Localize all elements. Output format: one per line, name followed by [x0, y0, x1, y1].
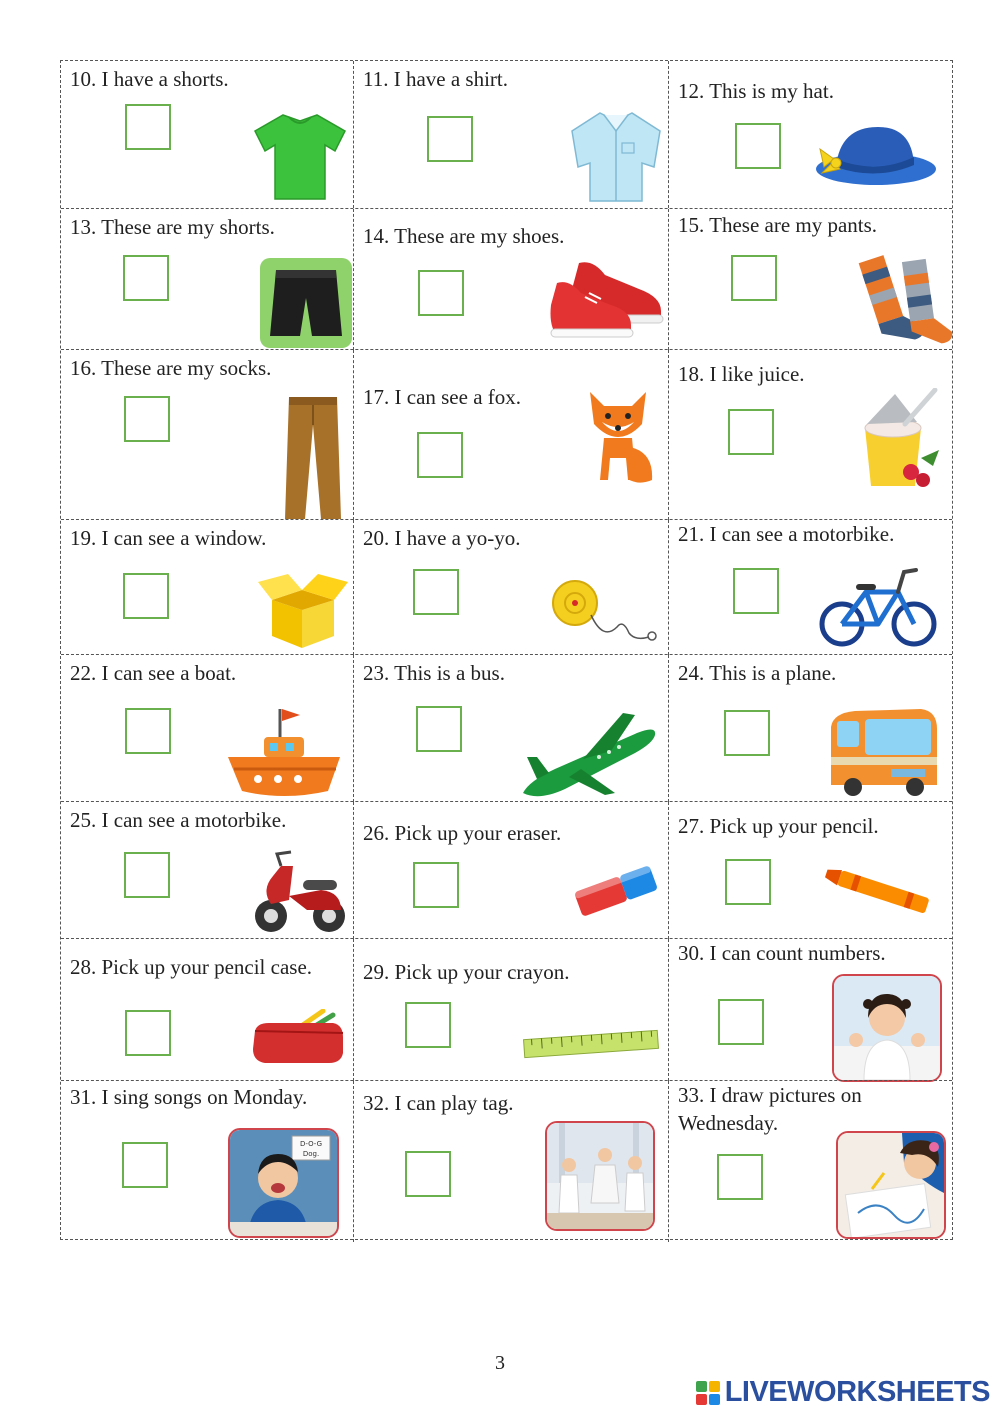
question-text: 21. I can see a motorbike.	[678, 522, 895, 546]
answer-checkbox-32[interactable]	[405, 1151, 451, 1197]
svg-text:D-O-G: D-O-G	[299, 1140, 323, 1148]
ruler-icon	[522, 1027, 660, 1061]
question-cell-25	[61, 802, 353, 939]
page-number: 3	[495, 1352, 505, 1374]
question-text: 33. I draw pictures on Wednesday.	[678, 1083, 862, 1135]
question-cell-16	[61, 350, 353, 520]
question-cell-18	[668, 350, 954, 520]
question-text: 12. This is my hat.	[678, 79, 834, 103]
red-scooter-icon	[251, 846, 347, 938]
question-cell-24	[668, 655, 954, 802]
answer-checkbox-11[interactable]	[427, 116, 473, 162]
question-text: 18. I like juice.	[678, 362, 805, 386]
answer-checkbox-22[interactable]	[125, 708, 171, 754]
answer-checkbox-18[interactable]	[728, 409, 774, 455]
question-text: 19. I can see a window.	[70, 526, 267, 550]
question-cell-22	[61, 655, 353, 802]
question-text: 26. Pick up your eraser.	[363, 821, 562, 845]
question-cell-20	[353, 520, 668, 655]
eraser-icon	[572, 862, 660, 920]
answer-checkbox-30[interactable]	[718, 999, 764, 1045]
answer-checkbox-26[interactable]	[413, 862, 459, 908]
svg-text:Dog.: Dog.	[302, 1150, 320, 1158]
school-bus-icon	[825, 707, 941, 799]
kids-playing-illustration	[547, 1123, 653, 1229]
worksheet-grid	[60, 60, 953, 1240]
question-text: 11. I have a shirt.	[363, 67, 509, 91]
question-text: 15. These are my pants.	[678, 213, 878, 237]
orange-boat-icon	[224, 705, 344, 799]
answer-checkbox-28[interactable]	[125, 1010, 171, 1056]
question-text: 25. I can see a motorbike.	[70, 808, 287, 832]
answer-checkbox-25[interactable]	[124, 852, 170, 898]
answer-checkbox-14[interactable]	[418, 270, 464, 316]
question-cell-23	[353, 655, 668, 802]
question-cell-30	[668, 939, 954, 1081]
girl-drawing-illustration	[838, 1133, 944, 1237]
yellow-box-icon	[256, 570, 348, 650]
green-plane-icon	[519, 711, 661, 801]
question-cell-28	[61, 939, 353, 1081]
question-cell-32	[353, 1081, 668, 1242]
worksheet-row	[61, 1080, 952, 1242]
question-text: 27. Pick up your pencil.	[678, 814, 879, 838]
brown-pants-icon	[283, 395, 343, 520]
question-cell-27	[668, 802, 954, 939]
question-cell-14	[353, 209, 668, 350]
question-cell-33	[668, 1081, 954, 1242]
question-cell-19	[61, 520, 353, 655]
question-cell-31	[61, 1081, 353, 1242]
question-cell-26	[353, 802, 668, 939]
question-text: 32. I can play tag.	[363, 1091, 514, 1115]
worksheet-row	[61, 349, 952, 520]
question-cell-29	[353, 939, 668, 1081]
answer-checkbox-27[interactable]	[725, 859, 771, 905]
worksheet-row	[61, 519, 952, 655]
question-text: 17. I can see a fox.	[363, 385, 522, 409]
answer-checkbox-13[interactable]	[123, 255, 169, 301]
question-text: 16. These are my socks.	[70, 356, 272, 380]
blue-shirt-icon	[568, 109, 664, 203]
brand-name: LIVEWORKSHEETS	[724, 1376, 990, 1408]
answer-checkbox-23[interactable]	[416, 706, 462, 752]
question-text: 24. This is a plane.	[678, 661, 837, 685]
bicycle-icon	[818, 562, 938, 652]
answer-checkbox-15[interactable]	[731, 255, 777, 301]
question-text: 13. These are my shorts.	[70, 215, 275, 239]
answer-checkbox-24[interactable]	[724, 710, 770, 756]
boy-singing-photo	[228, 1128, 339, 1238]
question-text: 20. I have a yo-yo.	[363, 526, 521, 550]
question-cell-13	[61, 209, 353, 350]
green-tshirt-icon	[253, 111, 347, 201]
girl-drawing-photo	[836, 1131, 946, 1239]
question-text: 14. These are my shoes.	[363, 224, 565, 248]
yogurt-cup-icon	[855, 388, 945, 494]
answer-checkbox-16[interactable]	[124, 396, 170, 442]
worksheet-row	[61, 654, 952, 802]
striped-socks-icon	[857, 247, 953, 349]
question-cell-21	[668, 520, 954, 655]
question-text: 28. Pick up your pencil case.	[70, 955, 313, 979]
question-text: 30. I can count numbers.	[678, 941, 886, 965]
answer-checkbox-12[interactable]	[735, 123, 781, 169]
worksheet-row	[61, 938, 952, 1081]
worksheet-row	[61, 801, 952, 939]
answer-checkbox-31[interactable]	[122, 1142, 168, 1188]
answer-checkbox-21[interactable]	[733, 568, 779, 614]
fox-icon	[582, 388, 656, 486]
question-text: 10. I have a shorts.	[70, 67, 229, 91]
question-cell-15	[668, 209, 954, 350]
girl-counting-photo	[832, 974, 942, 1082]
question-cell-11	[353, 61, 668, 208]
liveworksheets-logo[interactable]	[696, 1376, 990, 1409]
question-text: 22. I can see a boat.	[70, 661, 237, 685]
black-shorts-icon	[260, 258, 352, 348]
question-text: 23. This is a bus.	[363, 661, 505, 685]
yo-yo-icon	[551, 575, 661, 645]
answer-checkbox-29[interactable]	[405, 1002, 451, 1048]
question-cell-17	[353, 350, 668, 520]
kids-playing-photo	[545, 1121, 655, 1231]
worksheet-row	[61, 208, 952, 350]
answer-checkbox-17[interactable]	[417, 432, 463, 478]
answer-checkbox-33[interactable]	[717, 1154, 763, 1200]
red-pencil-case-icon	[247, 1009, 345, 1067]
question-text: 31. I sing songs on Monday.	[70, 1085, 308, 1109]
question-text: 29. Pick up your crayon.	[363, 960, 570, 984]
worksheet-row	[61, 61, 952, 208]
blue-hat-icon	[814, 119, 940, 189]
answer-checkbox-20[interactable]	[413, 569, 459, 615]
boy-singing-illustration	[230, 1130, 337, 1236]
answer-checkbox-19[interactable]	[123, 573, 169, 619]
orange-crayon-icon	[817, 862, 937, 922]
question-cell-10	[61, 61, 353, 208]
red-shoes-icon	[549, 253, 667, 345]
question-cell-12	[668, 61, 954, 208]
answer-checkbox-10[interactable]	[125, 104, 171, 150]
girl-counting-illustration	[834, 976, 940, 1080]
liveworksheets-mark-icon	[696, 1381, 720, 1405]
